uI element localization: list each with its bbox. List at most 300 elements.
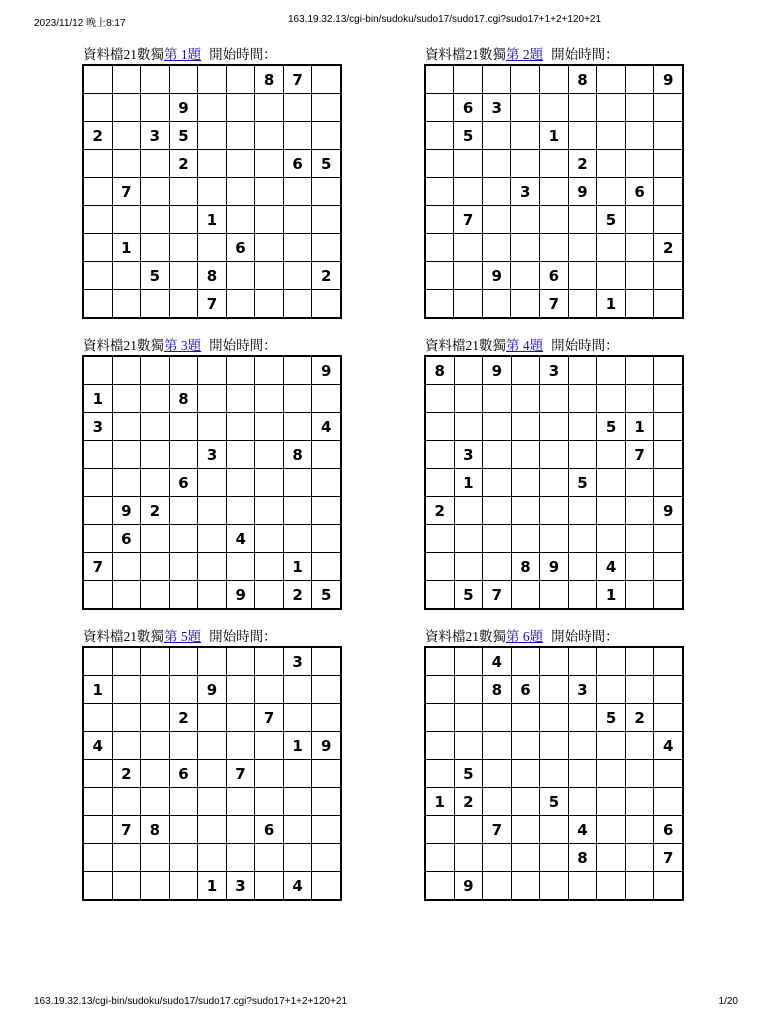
grid-cell [112, 262, 141, 290]
grid-cell [169, 581, 198, 610]
grid-row [425, 356, 683, 385]
grid-cell [568, 497, 597, 525]
grid-cell: 3 [83, 413, 112, 441]
grid-cell [312, 497, 341, 525]
grid-cell [568, 290, 597, 319]
grid-cell [255, 356, 283, 385]
grid-cell: 8 [283, 441, 312, 469]
grid-cell: 3 [540, 356, 569, 385]
grid-cell [198, 525, 227, 553]
grid-cell: 6 [654, 816, 683, 844]
grid-cell [283, 788, 312, 816]
grid-cell: 4 [483, 647, 512, 676]
grid-cell [83, 178, 112, 206]
grid-cell [425, 94, 454, 122]
grid-cell: 5 [568, 469, 597, 497]
grid-cell: 9 [654, 65, 683, 94]
grid-cell [283, 262, 312, 290]
grid-cell: 1 [540, 122, 569, 150]
grid-cell [483, 844, 512, 872]
grid-cell [597, 356, 626, 385]
grid-cell [255, 234, 284, 262]
grid-cell: 2 [112, 760, 141, 788]
grid-cell [226, 844, 255, 872]
grid-cell [568, 413, 597, 441]
grid-cell [169, 356, 198, 385]
grid-cell [425, 234, 454, 262]
grid-row [425, 122, 683, 150]
grid-cell [283, 525, 312, 553]
grid-cell [511, 206, 540, 234]
grid-cell [425, 413, 454, 441]
print-header-datetime: 2023/11/12 晚上8:17 [34, 18, 126, 29]
grid-cell [226, 290, 255, 319]
grid-cell [454, 525, 483, 553]
start-time-label: 開始時間： [209, 338, 277, 353]
grid-cell [198, 704, 227, 732]
grid-cell [425, 290, 454, 319]
grid-cell [540, 760, 569, 788]
grid-cell [568, 581, 597, 610]
puzzle-title [425, 46, 684, 64]
grid-cell [112, 122, 141, 150]
grid-cell: 8 [255, 65, 284, 94]
grid-cell [83, 94, 112, 122]
grid-cell [540, 178, 569, 206]
grid-row [83, 385, 341, 413]
grid-cell: 5 [454, 122, 483, 150]
grid-cell [568, 732, 597, 760]
grid-cell [283, 844, 312, 872]
puzzle-number-link[interactable]: 第 4題 [506, 338, 544, 353]
puzzle-title-prefix: 資料檔21數獨 [425, 47, 506, 62]
grid-cell [425, 122, 454, 150]
grid-cell [568, 94, 597, 122]
grid-cell [540, 497, 569, 525]
grid-cell [597, 525, 626, 553]
grid-cell [511, 844, 540, 872]
grid-cell [312, 469, 341, 497]
grid-cell: 5 [312, 581, 341, 610]
grid-cell [226, 676, 255, 704]
puzzle-number-link[interactable]: 第 2題 [506, 47, 544, 62]
grid-cell [169, 872, 198, 901]
grid-cell [283, 178, 312, 206]
grid-cell [625, 385, 654, 413]
grid-cell [283, 122, 312, 150]
puzzle-title-prefix: 資料檔21數獨 [425, 338, 506, 353]
puzzle-number-link[interactable]: 第 5題 [164, 629, 202, 644]
grid-cell [483, 788, 512, 816]
grid-cell: 9 [312, 732, 341, 760]
grid-cell [568, 872, 597, 901]
grid-cell [198, 178, 227, 206]
grid-cell [540, 647, 569, 676]
grid-cell [283, 385, 312, 413]
grid-row [83, 206, 341, 234]
grid-cell [511, 441, 540, 469]
grid-cell: 2 [625, 704, 654, 732]
grid-cell [255, 844, 284, 872]
grid-cell [169, 647, 198, 676]
grid-cell [226, 150, 255, 178]
grid-row [83, 441, 341, 469]
grid-cell [597, 94, 626, 122]
grid-cell [540, 676, 569, 704]
grid-cell [226, 816, 255, 844]
puzzle-title [83, 628, 342, 646]
grid-cell [83, 760, 112, 788]
grid-cell [454, 234, 483, 262]
grid-row [425, 441, 683, 469]
grid-cell: 3 [511, 178, 540, 206]
grid-cell [83, 581, 112, 610]
puzzle-number-link[interactable]: 第 6題 [506, 629, 544, 644]
grid-cell: 3 [198, 441, 227, 469]
grid-cell [312, 234, 341, 262]
grid-cell: 1 [283, 732, 312, 760]
grid-cell [169, 234, 198, 262]
grid-cell [312, 788, 341, 816]
grid-row [425, 234, 683, 262]
grid-cell [141, 385, 170, 413]
grid-row [425, 206, 683, 234]
grid-cell [625, 150, 654, 178]
grid-cell [425, 385, 454, 413]
grid-cell [654, 553, 683, 581]
grid-cell [597, 122, 626, 150]
grid-row [83, 788, 341, 816]
grid-cell [454, 385, 483, 413]
grid-cell [141, 150, 170, 178]
grid-cell [511, 816, 540, 844]
grid-cell [483, 413, 512, 441]
grid-cell [597, 65, 626, 94]
grid-cell [540, 469, 569, 497]
grid-cell [597, 676, 626, 704]
grid-cell: 9 [540, 553, 569, 581]
grid-cell [425, 469, 454, 497]
grid-cell [226, 441, 255, 469]
sudoku-grid [82, 64, 342, 319]
grid-row [425, 497, 683, 525]
grid-cell [169, 816, 198, 844]
grid-cell [141, 788, 170, 816]
start-time-label: 開始時間： [551, 629, 619, 644]
grid-row [425, 732, 683, 760]
grid-cell [482, 206, 511, 234]
grid-cell: 6 [511, 676, 540, 704]
grid-cell [283, 676, 312, 704]
sudoku-grid [82, 646, 342, 901]
grid-cell [312, 385, 341, 413]
grid-row [425, 290, 683, 319]
grid-cell [454, 704, 483, 732]
grid-cell [597, 732, 626, 760]
grid-cell: 7 [283, 65, 312, 94]
grid-cell [312, 760, 341, 788]
grid-row [83, 262, 341, 290]
grid-row [83, 178, 341, 206]
grid-cell [625, 290, 654, 319]
grid-cell [540, 872, 569, 901]
grid-cell: 2 [83, 122, 112, 150]
grid-cell [597, 844, 626, 872]
grid-cell [83, 469, 112, 497]
grid-cell [425, 150, 454, 178]
grid-cell [597, 441, 626, 469]
grid-cell [482, 178, 511, 206]
grid-cell [83, 647, 112, 676]
grid-cell [255, 413, 283, 441]
grid-cell: 4 [568, 816, 597, 844]
grid-cell [312, 676, 341, 704]
grid-row [425, 581, 683, 610]
grid-cell [454, 65, 483, 94]
grid-cell [283, 760, 312, 788]
grid-cell [226, 206, 255, 234]
grid-cell [312, 872, 341, 901]
grid-cell [654, 704, 683, 732]
grid-row [83, 150, 341, 178]
grid-cell [511, 94, 540, 122]
grid-cell [511, 150, 540, 178]
grid-cell: 5 [597, 206, 626, 234]
grid-cell [625, 844, 654, 872]
puzzle-number-link[interactable]: 第 1題 [164, 47, 202, 62]
grid-cell [226, 178, 255, 206]
grid-cell [112, 581, 141, 610]
grid-cell [112, 788, 141, 816]
grid-row [425, 262, 683, 290]
grid-cell [312, 704, 341, 732]
grid-cell [141, 441, 170, 469]
grid-cell [169, 441, 198, 469]
grid-cell [511, 704, 540, 732]
grid-cell [425, 441, 454, 469]
grid-cell [198, 647, 227, 676]
grid-cell [540, 732, 569, 760]
grid-cell: 6 [255, 816, 284, 844]
grid-cell [568, 647, 597, 676]
grid-row [83, 676, 341, 704]
grid-row [425, 150, 683, 178]
grid-cell [511, 290, 540, 319]
grid-cell: 7 [625, 441, 654, 469]
grid-cell [540, 413, 569, 441]
grid-cell: 8 [483, 676, 512, 704]
grid-cell [141, 356, 170, 385]
grid-cell [141, 732, 170, 760]
grid-cell [568, 525, 597, 553]
grid-cell [425, 206, 454, 234]
grid-cell: 2 [454, 788, 483, 816]
grid-cell [654, 94, 683, 122]
grid-cell: 2 [169, 150, 198, 178]
grid-cell: 5 [454, 581, 483, 610]
grid-cell [226, 385, 255, 413]
grid-cell [654, 413, 683, 441]
grid-cell [654, 262, 683, 290]
grid-cell [112, 206, 141, 234]
grid-row [425, 872, 683, 901]
grid-cell [511, 234, 540, 262]
grid-cell [312, 178, 341, 206]
grid-cell [283, 816, 312, 844]
grid-cell [540, 65, 569, 94]
grid-cell [540, 150, 569, 178]
grid-cell [169, 497, 198, 525]
grid-cell: 5 [169, 122, 198, 150]
grid-cell: 6 [540, 262, 569, 290]
puzzle-number-link[interactable]: 第 3題 [164, 338, 202, 353]
grid-cell [112, 844, 141, 872]
grid-cell [226, 469, 255, 497]
grid-cell: 6 [112, 525, 141, 553]
start-time-label: 開始時間： [209, 47, 277, 62]
puzzle-title-prefix: 資料檔21數獨 [425, 629, 506, 644]
grid-cell [654, 760, 683, 788]
grid-row [83, 234, 341, 262]
grid-cell: 9 [482, 262, 511, 290]
grid-cell [568, 788, 597, 816]
grid-cell: 7 [112, 816, 141, 844]
grid-cell: 4 [83, 732, 112, 760]
grid-cell [454, 150, 483, 178]
grid-cell [198, 234, 227, 262]
grid-cell [568, 385, 597, 413]
grid-cell [425, 760, 454, 788]
sudoku-puzzle [82, 337, 342, 610]
grid-cell [454, 356, 483, 385]
grid-cell [454, 413, 483, 441]
grid-row [425, 553, 683, 581]
grid-cell [112, 676, 141, 704]
grid-cell [425, 178, 454, 206]
grid-cell [312, 206, 341, 234]
grid-cell [83, 704, 112, 732]
grid-cell [226, 732, 255, 760]
grid-cell [482, 122, 511, 150]
grid-cell [454, 732, 483, 760]
grid-row [83, 65, 341, 94]
grid-cell: 5 [141, 262, 170, 290]
grid-cell: 8 [511, 553, 540, 581]
grid-cell [141, 581, 170, 610]
grid-row [425, 65, 683, 94]
grid-cell [511, 469, 540, 497]
grid-cell [283, 356, 312, 385]
grid-cell [312, 441, 341, 469]
grid-cell: 7 [483, 581, 512, 610]
grid-cell [112, 553, 141, 581]
grid-cell [425, 676, 454, 704]
grid-cell: 3 [482, 94, 511, 122]
grid-cell [255, 581, 283, 610]
grid-cell: 9 [654, 497, 683, 525]
grid-cell [141, 234, 170, 262]
grid-cell [198, 356, 227, 385]
grid-cell [141, 469, 170, 497]
grid-cell: 8 [425, 356, 454, 385]
grid-cell: 9 [169, 94, 198, 122]
grid-cell [112, 441, 141, 469]
grid-cell [312, 647, 341, 676]
grid-cell [255, 385, 283, 413]
grid-row [83, 94, 341, 122]
grid-cell [540, 385, 569, 413]
grid-cell [482, 290, 511, 319]
grid-row [425, 676, 683, 704]
grid-cell: 2 [568, 150, 597, 178]
grid-cell [198, 581, 227, 610]
grid-cell: 2 [654, 234, 683, 262]
start-time-label: 開始時間： [551, 47, 619, 62]
grid-cell [597, 497, 626, 525]
print-footer-page-number: 1/20 [718, 996, 738, 1007]
grid-cell: 4 [597, 553, 626, 581]
grid-cell: 8 [141, 816, 170, 844]
grid-cell [226, 788, 255, 816]
grid-cell [540, 94, 569, 122]
grid-cell [112, 385, 141, 413]
grid-cell: 3 [141, 122, 170, 150]
grid-row [83, 844, 341, 872]
grid-cell [312, 553, 341, 581]
grid-cell [169, 206, 198, 234]
grid-cell [597, 385, 626, 413]
grid-cell [198, 413, 227, 441]
grid-cell [597, 262, 626, 290]
puzzle-title-prefix: 資料檔21數獨 [83, 47, 164, 62]
grid-cell [112, 469, 141, 497]
grid-cell: 1 [454, 469, 483, 497]
grid-cell [425, 581, 454, 610]
grid-cell [198, 732, 227, 760]
grid-cell [83, 844, 112, 872]
grid-cell [226, 647, 255, 676]
grid-cell [141, 553, 170, 581]
grid-cell [255, 872, 284, 901]
grid-cell: 7 [255, 704, 284, 732]
grid-cell [597, 150, 626, 178]
grid-cell [654, 150, 683, 178]
grid-cell [312, 844, 341, 872]
grid-cell [283, 290, 312, 319]
grid-cell [83, 65, 112, 94]
grid-cell [511, 732, 540, 760]
grid-cell [255, 290, 284, 319]
grid-cell [255, 788, 284, 816]
grid-cell: 7 [483, 816, 512, 844]
grid-row [83, 760, 341, 788]
grid-cell [255, 676, 284, 704]
grid-cell [625, 732, 654, 760]
grid-cell [226, 122, 255, 150]
grid-cell [511, 872, 540, 901]
grid-cell [112, 94, 141, 122]
grid-cell [141, 525, 170, 553]
grid-cell [483, 525, 512, 553]
grid-cell [141, 94, 170, 122]
grid-cell [511, 413, 540, 441]
grid-cell [654, 385, 683, 413]
grid-cell [312, 94, 341, 122]
grid-cell [654, 178, 683, 206]
grid-cell [83, 497, 112, 525]
grid-cell: 5 [597, 413, 626, 441]
grid-cell [425, 553, 454, 581]
